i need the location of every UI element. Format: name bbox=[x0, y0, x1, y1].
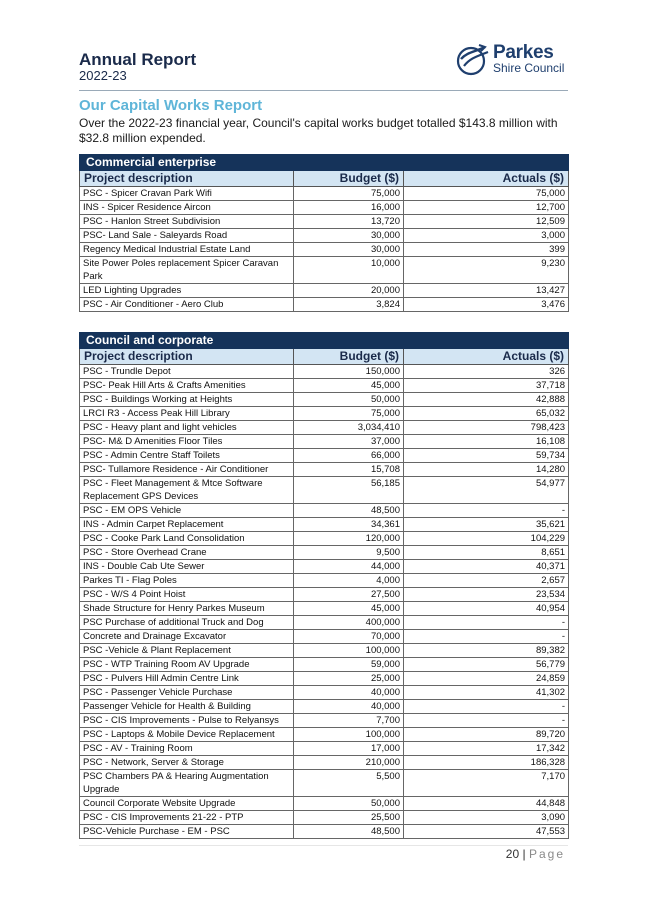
table-row bbox=[80, 658, 569, 672]
logo-subtitle: Shire Council bbox=[493, 61, 565, 75]
project-cell: PSC - CIS Improvements - Pulse to Relyansys bbox=[80, 714, 294, 728]
budget-cell: 4,000 bbox=[294, 574, 404, 588]
budget-cell: 400,000 bbox=[294, 616, 404, 630]
project-cell: PSC Chambers PA & Hearing Augmentation Upgrade bbox=[80, 770, 294, 797]
budget-cell: 16,000 bbox=[294, 201, 404, 215]
actuals-cell: 3,090 bbox=[404, 811, 569, 825]
column-header-actuals: Actuals ($) bbox=[404, 171, 569, 187]
budget-cell: 10,000 bbox=[294, 257, 404, 284]
table-row bbox=[80, 811, 569, 825]
table-row bbox=[80, 284, 569, 298]
project-cell: PSC - Hanlon Street Subdivision bbox=[80, 215, 294, 229]
budget-cell: 56,185 bbox=[294, 477, 404, 504]
project-cell: Site Power Poles replacement Spicer Caravan Park bbox=[80, 257, 294, 284]
actuals-cell: 54,977 bbox=[404, 477, 569, 504]
budget-cell: 30,000 bbox=[294, 243, 404, 257]
project-cell: Regency Medical Industrial Estate Land bbox=[80, 243, 294, 257]
actuals-cell: - bbox=[404, 504, 569, 518]
budget-cell: 34,361 bbox=[294, 518, 404, 532]
actuals-cell: 59,734 bbox=[404, 449, 569, 463]
actuals-cell: 56,779 bbox=[404, 658, 569, 672]
actuals-cell: 41,302 bbox=[404, 686, 569, 700]
project-cell: PSC - Network, Server & Storage bbox=[80, 756, 294, 770]
budget-cell: 100,000 bbox=[294, 728, 404, 742]
project-cell: LRCI R3 - Access Peak Hill Library bbox=[80, 407, 294, 421]
project-cell: PSC Purchase of additional Truck and Dog bbox=[80, 616, 294, 630]
table-body bbox=[80, 187, 569, 312]
table-row bbox=[80, 243, 569, 257]
actuals-cell: 65,032 bbox=[404, 407, 569, 421]
table-row bbox=[80, 187, 569, 201]
table-row bbox=[80, 229, 569, 243]
project-cell: Concrete and Drainage Excavator bbox=[80, 630, 294, 644]
project-cell: PSC - AV - Training Room bbox=[80, 742, 294, 756]
actuals-cell: 17,342 bbox=[404, 742, 569, 756]
table-heading: Council and corporate bbox=[80, 333, 569, 349]
table-row bbox=[80, 756, 569, 770]
table-row bbox=[80, 421, 569, 435]
table-row bbox=[80, 449, 569, 463]
budget-cell: 3,824 bbox=[294, 298, 404, 312]
table-row bbox=[80, 630, 569, 644]
table-row bbox=[80, 379, 569, 393]
actuals-cell: 186,328 bbox=[404, 756, 569, 770]
budget-cell: 13,720 bbox=[294, 215, 404, 229]
project-cell: PSC - EM OPS Vehicle bbox=[80, 504, 294, 518]
project-cell: PSC - W/S 4 Point Hoist bbox=[80, 588, 294, 602]
table-row bbox=[80, 504, 569, 518]
budget-cell: 7,700 bbox=[294, 714, 404, 728]
actuals-cell: 44,848 bbox=[404, 797, 569, 811]
project-cell: PSC - Fleet Management & Mtce Software Replacement GPS Devices bbox=[80, 477, 294, 504]
budget-cell: 45,000 bbox=[294, 379, 404, 393]
project-cell: PSC - Trundle Depot bbox=[80, 365, 294, 379]
actuals-cell: 47,553 bbox=[404, 825, 569, 839]
table-row bbox=[80, 546, 569, 560]
project-cell: PSC- Peak Hill Arts & Crafts Amenities bbox=[80, 379, 294, 393]
table-row bbox=[80, 215, 569, 229]
page-footer bbox=[506, 847, 565, 861]
table-row bbox=[80, 616, 569, 630]
budget-cell: 30,000 bbox=[294, 229, 404, 243]
actuals-cell: 8,651 bbox=[404, 546, 569, 560]
project-cell: Shade Structure for Henry Parkes Museum bbox=[80, 602, 294, 616]
budget-cell: 210,000 bbox=[294, 756, 404, 770]
project-cell: PSC - Passenger Vehicle Purchase bbox=[80, 686, 294, 700]
project-cell: PSC - Buildings Working at Heights bbox=[80, 393, 294, 407]
project-cell: PSC - CIS Improvements 21-22 - PTP bbox=[80, 811, 294, 825]
budget-cell: 45,000 bbox=[294, 602, 404, 616]
budget-cell: 120,000 bbox=[294, 532, 404, 546]
project-cell: PSC - Pulvers Hill Admin Centre Link bbox=[80, 672, 294, 686]
table-row bbox=[80, 435, 569, 449]
column-header-project: Project description bbox=[80, 171, 294, 187]
budget-cell: 150,000 bbox=[294, 365, 404, 379]
actuals-cell: 7,170 bbox=[404, 770, 569, 797]
project-cell: Parkes TI - Flag Poles bbox=[80, 574, 294, 588]
actuals-cell: 42,888 bbox=[404, 393, 569, 407]
actuals-cell: 9,230 bbox=[404, 257, 569, 284]
budget-cell: 48,500 bbox=[294, 504, 404, 518]
table-row bbox=[80, 686, 569, 700]
budget-cell: 5,500 bbox=[294, 770, 404, 797]
column-header-project: Project description bbox=[80, 349, 294, 365]
actuals-cell: 12,509 bbox=[404, 215, 569, 229]
project-cell: PSC - Air Conditioner - Aero Club bbox=[80, 298, 294, 312]
table-row bbox=[80, 728, 569, 742]
project-cell: PSC - Laptops & Mobile Device Replacement bbox=[80, 728, 294, 742]
actuals-cell: 3,000 bbox=[404, 229, 569, 243]
table-row bbox=[80, 602, 569, 616]
table-row bbox=[80, 672, 569, 686]
project-cell: PSC- M& D Amenities Floor Tiles bbox=[80, 435, 294, 449]
project-cell: INS - Admin Carpet Replacement bbox=[80, 518, 294, 532]
project-cell: PSC - Spicer Cravan Park Wifi bbox=[80, 187, 294, 201]
actuals-cell: 89,382 bbox=[404, 644, 569, 658]
table-row bbox=[80, 797, 569, 811]
budget-cell: 75,000 bbox=[294, 187, 404, 201]
actuals-cell: - bbox=[404, 630, 569, 644]
budget-cell: 48,500 bbox=[294, 825, 404, 839]
actuals-cell: 399 bbox=[404, 243, 569, 257]
actuals-cell: 89,720 bbox=[404, 728, 569, 742]
budget-cell: 75,000 bbox=[294, 407, 404, 421]
parkes-emblem-icon bbox=[455, 42, 491, 76]
table-row bbox=[80, 393, 569, 407]
table-row bbox=[80, 742, 569, 756]
table-row bbox=[80, 298, 569, 312]
project-cell: INS - Double Cab Ute Sewer bbox=[80, 560, 294, 574]
actuals-cell: 13,427 bbox=[404, 284, 569, 298]
table-row bbox=[80, 365, 569, 379]
actuals-cell: - bbox=[404, 616, 569, 630]
actuals-cell: 16,108 bbox=[404, 435, 569, 449]
budget-cell: 37,000 bbox=[294, 435, 404, 449]
parkes-logo bbox=[455, 42, 575, 78]
actuals-cell: 798,423 bbox=[404, 421, 569, 435]
budget-cell: 70,000 bbox=[294, 630, 404, 644]
table-row bbox=[80, 532, 569, 546]
intro-paragraph: Over the 2022-23 financial year, Council's capital works budget totalled $143.8 million with $32.8 million expended. bbox=[79, 116, 558, 145]
project-cell: PSC-Vehicle Purchase - EM - PSC bbox=[80, 825, 294, 839]
column-header-budget: Budget ($) bbox=[294, 171, 404, 187]
column-header-actuals: Actuals ($) bbox=[404, 349, 569, 365]
table-row bbox=[80, 477, 569, 504]
actuals-cell: - bbox=[404, 714, 569, 728]
header-divider bbox=[79, 90, 568, 91]
budget-cell: 100,000 bbox=[294, 644, 404, 658]
budget-cell: 15,708 bbox=[294, 463, 404, 477]
table-body bbox=[80, 365, 569, 839]
project-cell: INS - Spicer Residence Aircon bbox=[80, 201, 294, 215]
table-row bbox=[80, 714, 569, 728]
project-cell: PSC - Heavy plant and light vehicles bbox=[80, 421, 294, 435]
budget-cell: 44,000 bbox=[294, 560, 404, 574]
project-cell: PSC - Admin Centre Staff Toilets bbox=[80, 449, 294, 463]
logo-name: Parkes bbox=[493, 42, 554, 63]
report-title: Annual Report bbox=[79, 50, 197, 69]
project-cell: PSC - Store Overhead Crane bbox=[80, 546, 294, 560]
actuals-cell: 2,657 bbox=[404, 574, 569, 588]
budget-cell: 40,000 bbox=[294, 686, 404, 700]
table-heading: Commercial enterprise bbox=[80, 155, 569, 171]
budget-cell: 25,500 bbox=[294, 811, 404, 825]
actuals-cell: 326 bbox=[404, 365, 569, 379]
budget-cell: 59,000 bbox=[294, 658, 404, 672]
project-cell: PSC - WTP Training Room AV Upgrade bbox=[80, 658, 294, 672]
budget-cell: 25,000 bbox=[294, 672, 404, 686]
footer-divider bbox=[79, 845, 568, 846]
budget-cell: 20,000 bbox=[294, 284, 404, 298]
actuals-cell: 40,954 bbox=[404, 602, 569, 616]
project-cell: Council Corporate Website Upgrade bbox=[80, 797, 294, 811]
table-row bbox=[80, 825, 569, 839]
table-row bbox=[80, 201, 569, 215]
actuals-cell: 12,700 bbox=[404, 201, 569, 215]
table-row bbox=[80, 407, 569, 421]
commercial-enterprise-table bbox=[79, 154, 569, 312]
actuals-cell: 35,621 bbox=[404, 518, 569, 532]
project-cell: PSC- Tullamore Residence - Air Conditioner bbox=[80, 463, 294, 477]
project-cell: PSC - Cooke Park Land Consolidation bbox=[80, 532, 294, 546]
actuals-cell: 75,000 bbox=[404, 187, 569, 201]
budget-cell: 66,000 bbox=[294, 449, 404, 463]
project-cell: PSC- Land Sale - Saleyards Road bbox=[80, 229, 294, 243]
actuals-cell: 3,476 bbox=[404, 298, 569, 312]
table-row bbox=[80, 644, 569, 658]
actuals-cell: - bbox=[404, 700, 569, 714]
project-cell: PSC -Vehicle & Plant Replacement bbox=[80, 644, 294, 658]
budget-cell: 17,000 bbox=[294, 742, 404, 756]
page-number: 20 bbox=[505, 847, 520, 861]
page-label: Page bbox=[528, 847, 565, 861]
project-cell: Passenger Vehicle for Health & Building bbox=[80, 700, 294, 714]
report-year: 2022-23 bbox=[79, 68, 127, 83]
actuals-cell: 14,280 bbox=[404, 463, 569, 477]
actuals-cell: 24,859 bbox=[404, 672, 569, 686]
budget-cell: 40,000 bbox=[294, 700, 404, 714]
table-row bbox=[80, 257, 569, 284]
budget-cell: 27,500 bbox=[294, 588, 404, 602]
actuals-cell: 40,371 bbox=[404, 560, 569, 574]
table-row bbox=[80, 574, 569, 588]
budget-cell: 50,000 bbox=[294, 797, 404, 811]
table-row bbox=[80, 518, 569, 532]
actuals-cell: 104,229 bbox=[404, 532, 569, 546]
project-cell: LED Lighting Upgrades bbox=[80, 284, 294, 298]
page-separator: | bbox=[522, 847, 526, 861]
actuals-cell: 23,534 bbox=[404, 588, 569, 602]
table-row bbox=[80, 463, 569, 477]
actuals-cell: 37,718 bbox=[404, 379, 569, 393]
column-header-budget: Budget ($) bbox=[294, 349, 404, 365]
budget-cell: 9,500 bbox=[294, 546, 404, 560]
table-row bbox=[80, 770, 569, 797]
table-row bbox=[80, 588, 569, 602]
budget-cell: 3,034,410 bbox=[294, 421, 404, 435]
council-corporate-table bbox=[79, 332, 569, 839]
table-row bbox=[80, 560, 569, 574]
table-row bbox=[80, 700, 569, 714]
budget-cell: 50,000 bbox=[294, 393, 404, 407]
section-title: Our Capital Works Report bbox=[79, 97, 263, 114]
